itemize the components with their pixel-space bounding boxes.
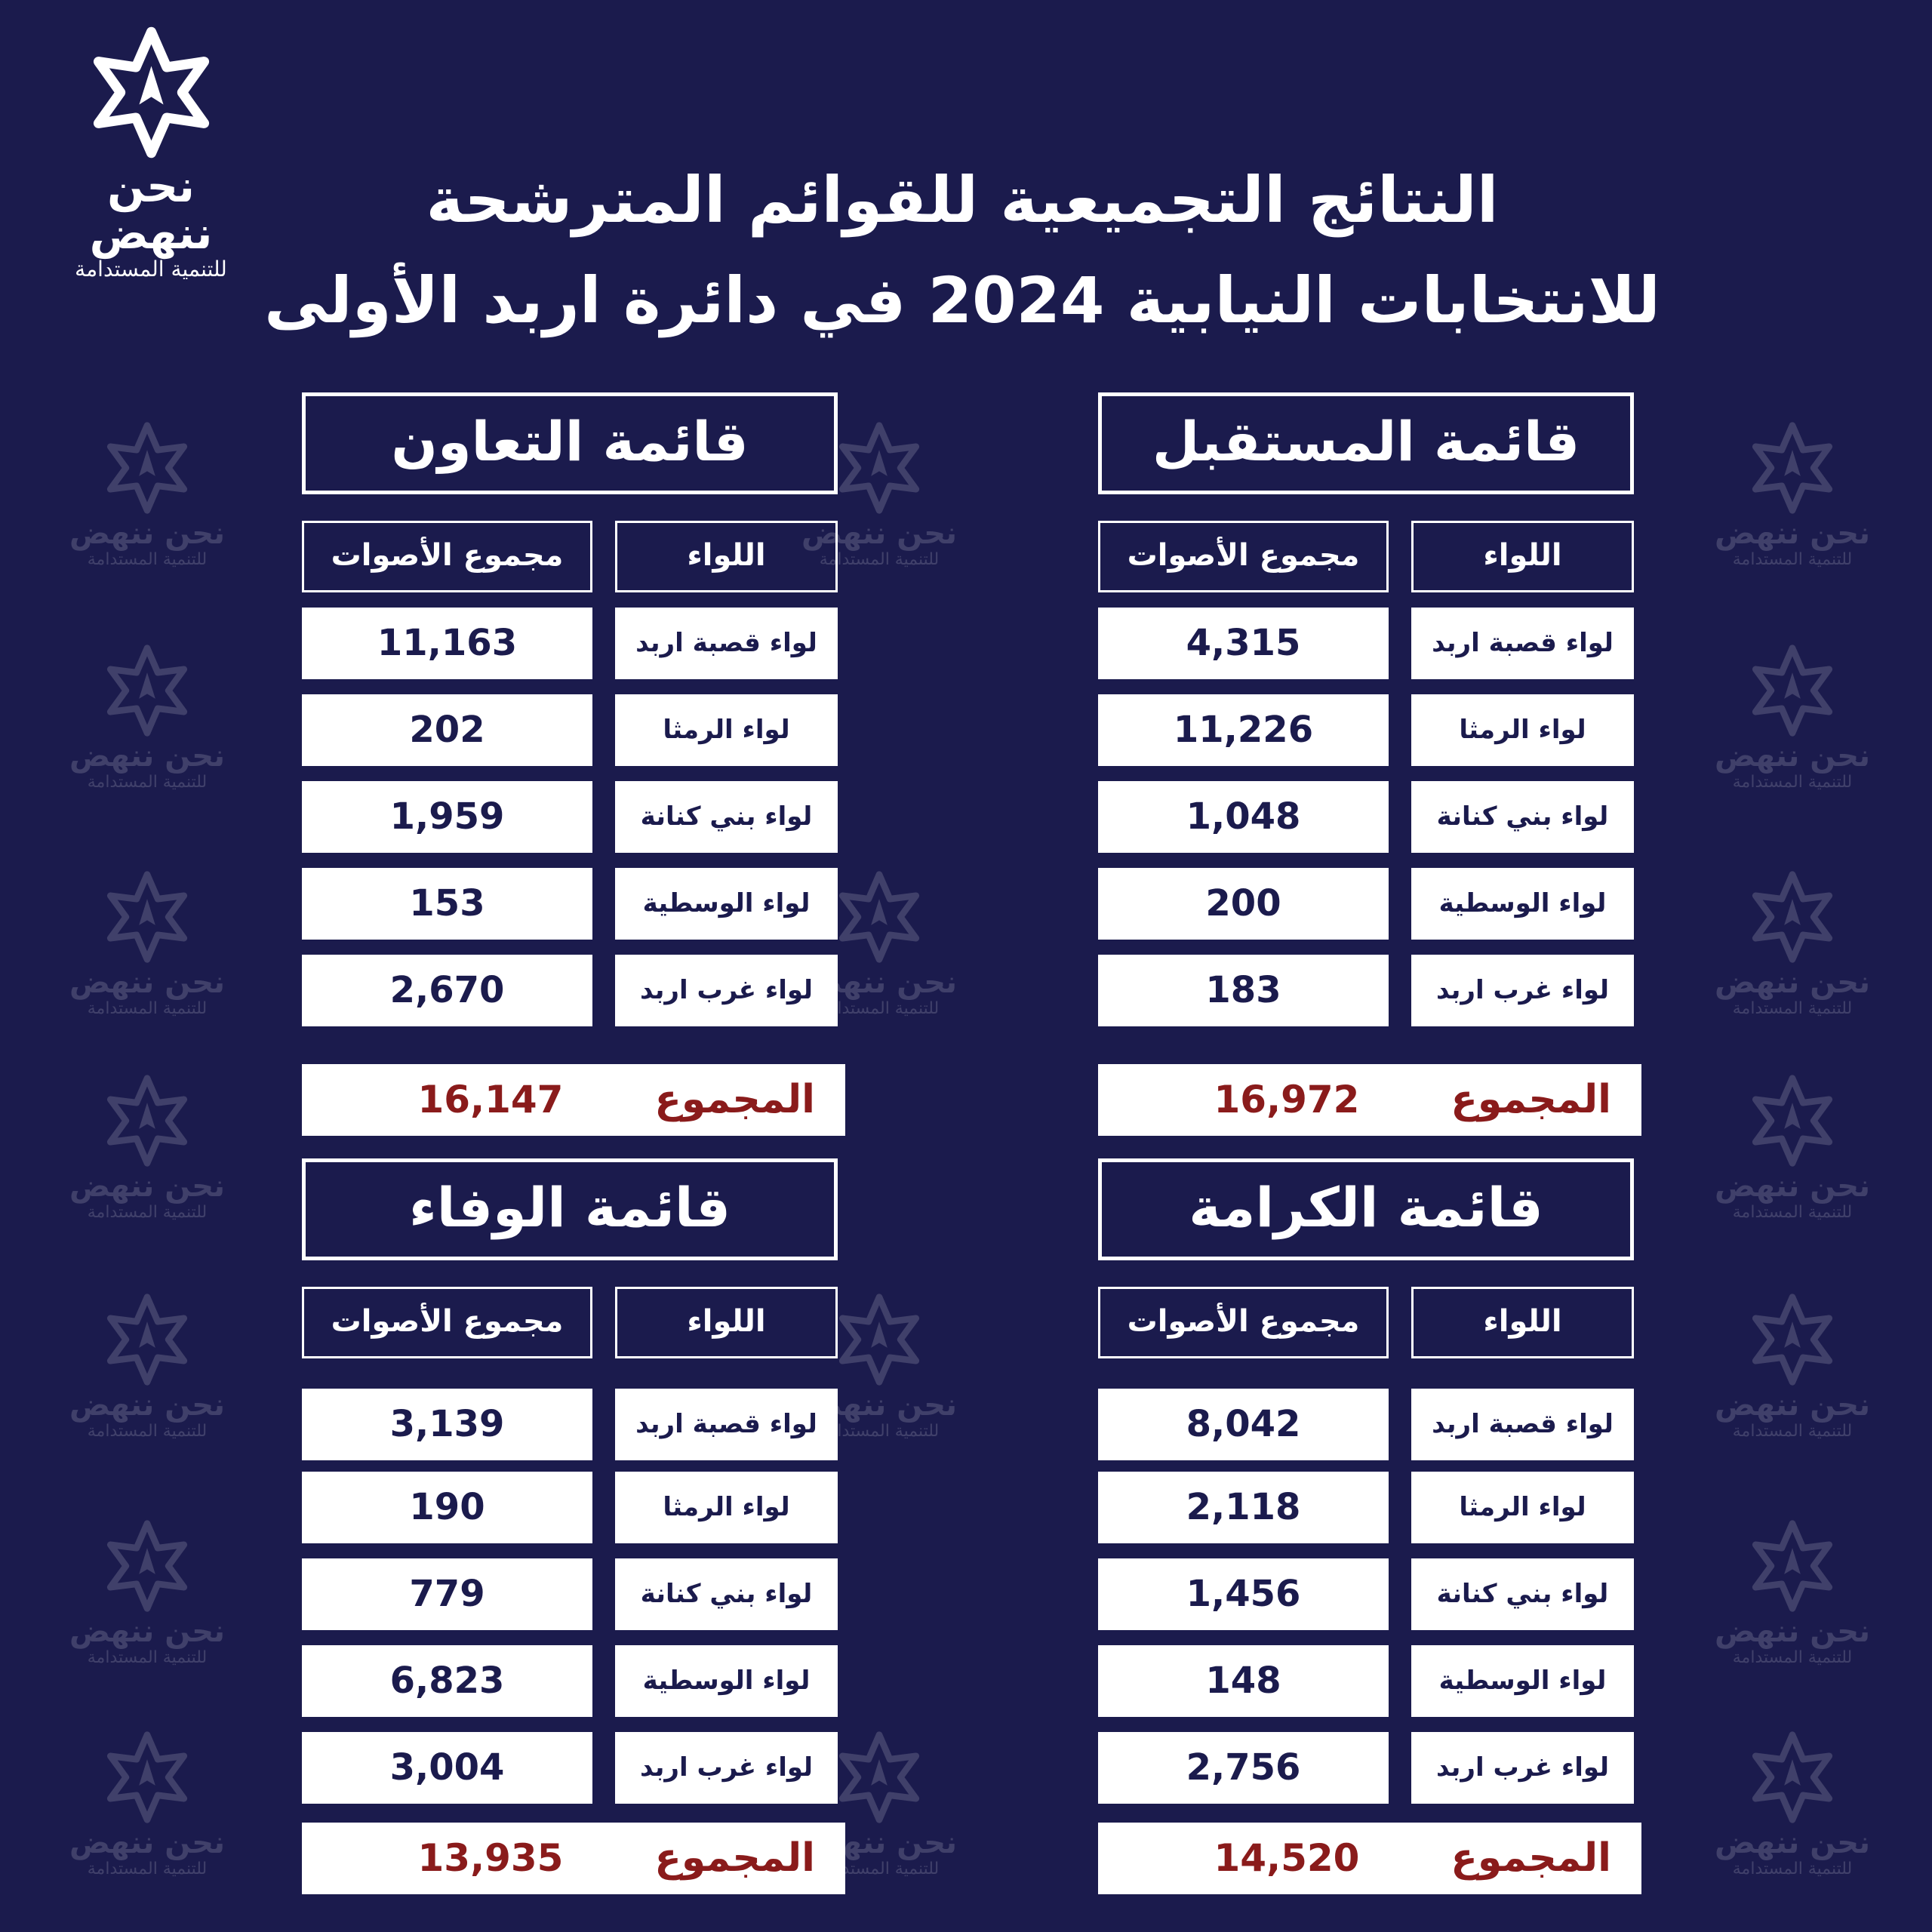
votes-cell: 11,226 [1098,694,1389,766]
district-cell: لواء الرمثا [615,694,838,766]
watermark-subtitle: للتنمية المستدامة [819,999,940,1018]
district-cell: لواء الرمثا [615,1472,838,1543]
watermark-subtitle: للتنمية المستدامة [1732,550,1853,569]
star-logo-icon [98,1728,196,1826]
watermark-logo [64,1291,230,1441]
star-logo-icon [98,868,196,966]
votes-cell: 1,048 [1098,781,1389,853]
header-votes: مجموع الأصوات [1098,521,1389,592]
district-cell: لواء غرب اربد [1411,955,1634,1026]
watermark-subtitle: للتنمية المستدامة [819,550,940,569]
watermark-name: نحن ننهض [1714,965,1871,1000]
district-cell: لواء بني كنانة [1411,781,1634,853]
header-district: اللواء [1411,521,1634,592]
star-logo-icon [1743,641,1841,740]
star-logo-icon [1743,419,1841,517]
total-label: المجموع [654,1835,815,1881]
star-logo-icon [98,1291,196,1389]
page-title-line2: للانتخابات النيابية 2024 في دائرة اربد الأولى [264,263,1660,337]
watermark-name: نحن ننهض [1714,1388,1871,1423]
district-cell: لواء قصبة اربد [615,1389,838,1460]
votes-cell: 2,756 [1098,1732,1389,1804]
watermark-logo [64,419,230,570]
total-row [1098,1823,1641,1894]
votes-cell: 2,118 [1098,1472,1389,1543]
watermark-subtitle: للتنمية المستدامة [1732,773,1853,792]
brand-name: نحن ننهض [89,161,213,259]
district-cell: لواء بني كنانة [615,1558,838,1630]
votes-cell: 200 [1098,868,1389,940]
district-cell: لواء بني كنانة [615,781,838,853]
watermark-subtitle: للتنمية المستدامة [1732,1203,1853,1222]
watermark-subtitle: للتنمية المستدامة [1732,1860,1853,1878]
votes-cell: 1,959 [302,781,592,853]
watermark-name: نحن ننهض [801,965,958,1000]
votes-cell: 153 [302,868,592,940]
watermark-logo [1709,1072,1875,1223]
page-title-line1: النتائج التجميعية للقوائم المترشحة [426,163,1499,237]
watermark-subtitle: للتنمية المستدامة [87,550,208,569]
district-cell: لواء غرب اربد [1411,1732,1634,1804]
watermark-logo [64,1517,230,1668]
watermark-logo [64,1072,230,1223]
district-cell: لواء الوسطية [615,868,838,940]
total-row [1098,1064,1641,1136]
total-label: المجموع [1451,1835,1611,1881]
district-cell: لواء غرب اربد [615,955,838,1026]
total-row [302,1823,845,1894]
list-title: قائمة التعاون [302,392,838,494]
star-logo-icon [98,1517,196,1615]
list-title: قائمة الكرامة [1098,1158,1634,1260]
watermark-logo [1709,1728,1875,1879]
watermark-name: نحن ننهض [1714,739,1871,774]
star-logo-icon [98,1072,196,1170]
star-logo-icon [830,868,928,966]
votes-cell: 148 [1098,1645,1389,1717]
watermark-name: نحن ننهض [69,965,226,1000]
brand-subtitle: للتنمية المستدامة [75,257,227,281]
watermark-name: نحن ننهض [69,739,226,774]
watermark-name: نحن ننهض [1714,1826,1871,1860]
watermark-subtitle: للتنمية المستدامة [1732,1422,1853,1441]
district-cell: لواء الرمثا [1411,694,1634,766]
votes-cell: 11,163 [302,608,592,679]
watermark-logo [1709,641,1875,792]
watermark-name: نحن ننهض [69,1614,226,1649]
votes-cell: 183 [1098,955,1389,1026]
watermark-subtitle: للتنمية المستدامة [1732,999,1853,1018]
watermark-name: نحن ننهض [1714,1614,1871,1649]
votes-cell: 190 [302,1472,592,1543]
total-value: 13,935 [417,1836,564,1880]
watermark-subtitle: للتنمية المستدامة [87,773,208,792]
district-cell: لواء قصبة اربد [1411,1389,1634,1460]
votes-cell: 3,004 [302,1732,592,1804]
star-logo-icon [1743,1072,1841,1170]
star-logo-icon [1743,868,1841,966]
star-logo-icon [830,1291,928,1389]
star-logo-icon [85,26,217,158]
watermark-subtitle: للتنمية المستدامة [819,1422,940,1441]
district-cell: لواء الوسطية [615,1645,838,1717]
total-value: 16,147 [417,1078,564,1121]
watermark-logo [64,1728,230,1879]
star-logo-icon [1743,1291,1841,1389]
watermark-name: نحن ننهض [69,1388,226,1423]
votes-cell: 8,042 [1098,1389,1389,1460]
district-cell: لواء الرمثا [1411,1472,1634,1543]
watermark-name: نحن ننهض [1714,1169,1871,1204]
watermark-logo [1709,868,1875,1019]
watermark-logo [1709,1291,1875,1441]
total-label: المجموع [654,1077,815,1122]
watermark-subtitle: للتنمية المستدامة [87,1422,208,1441]
star-logo-icon [98,419,196,517]
votes-cell: 1,456 [1098,1558,1389,1630]
votes-cell: 779 [302,1558,592,1630]
header-district: اللواء [615,1287,838,1358]
district-cell: لواء قصبة اربد [1411,608,1634,679]
district-cell: لواء بني كنانة [1411,1558,1634,1630]
star-logo-icon [830,1728,928,1826]
watermark-subtitle: للتنمية المستدامة [1732,1648,1853,1667]
watermark-name: نحن ننهض [801,516,958,551]
votes-cell: 4,315 [1098,608,1389,679]
total-row [302,1064,845,1136]
star-logo-icon [98,641,196,740]
header-votes: مجموع الأصوات [302,1287,592,1358]
total-value: 14,520 [1214,1836,1360,1880]
header-votes: مجموع الأصوات [302,521,592,592]
district-cell: لواء غرب اربد [615,1732,838,1804]
watermark-name: نحن ننهض [801,1388,958,1423]
list-title: قائمة الوفاء [302,1158,838,1260]
votes-cell: 3,139 [302,1389,592,1460]
header-votes: مجموع الأصوات [1098,1287,1389,1358]
watermark-subtitle: للتنمية المستدامة [87,1648,208,1667]
total-label: المجموع [1451,1077,1611,1122]
district-cell: لواء قصبة اربد [615,608,838,679]
header-district: اللواء [1411,1287,1634,1358]
district-cell: لواء الوسطية [1411,868,1634,940]
watermark-subtitle: للتنمية المستدامة [87,1860,208,1878]
watermark-subtitle: للتنمية المستدامة [819,1860,940,1878]
watermark-logo [1709,419,1875,570]
list-title: قائمة المستقبل [1098,392,1634,494]
votes-cell: 202 [302,694,592,766]
watermark-logo [64,868,230,1019]
watermark-logo [64,641,230,792]
watermark-subtitle: للتنمية المستدامة [87,1203,208,1222]
watermark-name: نحن ننهض [69,516,226,551]
watermark-logo [1709,1517,1875,1668]
watermark-subtitle: للتنمية المستدامة [87,999,208,1018]
watermark-name: نحن ننهض [1714,516,1871,551]
star-logo-icon [1743,1517,1841,1615]
votes-cell: 6,823 [302,1645,592,1717]
star-logo-icon [830,419,928,517]
header-district: اللواء [615,521,838,592]
watermark-name: نحن ننهض [69,1826,226,1860]
votes-cell: 2,670 [302,955,592,1026]
watermark-name: نحن ننهض [69,1169,226,1204]
watermark-name: نحن ننهض [801,1826,958,1860]
star-logo-icon [1743,1728,1841,1826]
district-cell: لواء الوسطية [1411,1645,1634,1717]
total-value: 16,972 [1214,1078,1360,1121]
